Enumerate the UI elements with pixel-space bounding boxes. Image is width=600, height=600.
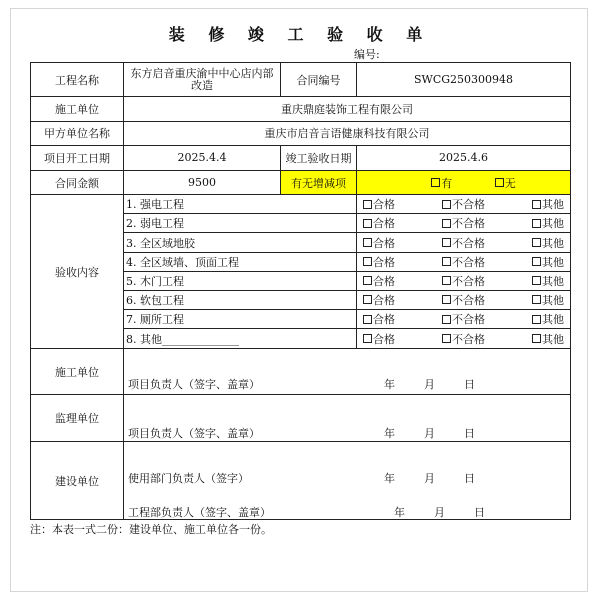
month-label: 月	[424, 378, 435, 392]
construction-person-label: 项目负责人（签字、盖章）	[128, 378, 260, 392]
other-checkbox[interactable]	[532, 334, 541, 343]
year-label: 年	[384, 426, 395, 440]
pass-checkbox[interactable]	[363, 257, 372, 266]
fail-label: 不合格	[452, 255, 485, 269]
fail-checkbox[interactable]	[442, 315, 451, 324]
construction-signature-area	[124, 349, 571, 394]
fail-checkbox[interactable]	[442, 238, 451, 247]
other-label: 其他	[542, 293, 564, 307]
acceptance-form-table	[30, 62, 571, 520]
pass-checkbox[interactable]	[363, 200, 372, 209]
pass-label: 合格	[373, 332, 395, 346]
pass-checkbox[interactable]	[363, 276, 372, 285]
start-date-label: 项目开工日期	[31, 145, 124, 170]
inspection-options	[357, 252, 571, 271]
project-name-value: 东方启音重庆渝中中心店内部改造	[124, 63, 281, 97]
other-label: 其他	[542, 313, 564, 327]
pass-label: 合格	[373, 255, 395, 269]
fail-checkbox[interactable]	[442, 219, 451, 228]
change-items-label: 有无增减项	[281, 170, 357, 194]
footnote: 注：本表一式二份：建设单位、施工单位各一份。	[30, 523, 272, 536]
pass-label: 合格	[373, 313, 395, 327]
fail-label: 不合格	[452, 274, 485, 288]
other-label: 其他	[542, 274, 564, 288]
checkbox-no[interactable]	[495, 178, 504, 187]
engineering-head-label: 工程部负责人（签字、盖章）	[128, 506, 271, 520]
pass-label: 合格	[373, 274, 395, 288]
inspection-options	[357, 271, 571, 290]
owner-signature-area	[124, 442, 571, 520]
other-checkbox[interactable]	[532, 295, 541, 304]
year-label: 年	[384, 378, 395, 392]
fail-label: 不合格	[452, 217, 485, 231]
month-label: 月	[424, 426, 435, 440]
fail-checkbox[interactable]	[442, 334, 451, 343]
contract-number-value: SWCG250300948	[357, 63, 571, 97]
supervision-unit-label: 监理单位	[31, 394, 124, 441]
month-label: 月	[434, 506, 445, 520]
inspection-item: 2. 弱电工程	[124, 214, 357, 233]
fail-label: 不合格	[452, 198, 485, 212]
fail-label: 不合格	[452, 313, 485, 327]
project-name-label: 工程名称	[31, 63, 124, 97]
page-title: 装 修 竣 工 验 收 单	[168, 25, 432, 44]
pass-checkbox[interactable]	[363, 295, 372, 304]
number-label: 编号:	[354, 48, 380, 61]
other-checkbox[interactable]	[532, 315, 541, 324]
fail-label: 不合格	[452, 293, 485, 307]
amount-value: 9500	[124, 170, 281, 194]
client-label: 甲方单位名称	[31, 121, 124, 145]
inspection-options	[357, 214, 571, 233]
year-label: 年	[384, 472, 395, 486]
other-checkbox[interactable]	[532, 200, 541, 209]
inspection-options	[357, 195, 571, 214]
pass-checkbox[interactable]	[363, 238, 372, 247]
day-label: 日	[464, 472, 475, 486]
inspection-options	[357, 329, 571, 349]
amount-label: 合同金额	[31, 170, 124, 194]
fail-label: 不合格	[452, 332, 485, 346]
pass-label: 合格	[373, 198, 395, 212]
other-checkbox[interactable]	[532, 276, 541, 285]
department-head-label: 使用部门负责人（签字）	[128, 472, 249, 486]
no-option-label: 无	[504, 176, 516, 190]
inspection-item: 5. 木门工程	[124, 271, 357, 290]
month-label: 月	[424, 472, 435, 486]
other-label: 其他	[542, 236, 564, 250]
supervision-person-label: 项目负责人（签字、盖章）	[128, 426, 260, 440]
day-label: 日	[474, 506, 485, 520]
pass-label: 合格	[373, 236, 395, 250]
fail-label: 不合格	[452, 236, 485, 250]
other-label: 其他	[542, 217, 564, 231]
owner-unit-label: 建设单位	[31, 442, 124, 520]
other-label: 其他	[542, 332, 564, 346]
client-value: 重庆市启音言语健康科技有限公司	[124, 121, 571, 145]
contract-number-label: 合同编号	[281, 63, 357, 97]
pass-checkbox[interactable]	[363, 334, 372, 343]
fail-checkbox[interactable]	[442, 257, 451, 266]
pass-checkbox[interactable]	[363, 219, 372, 228]
inspection-item: 1. 强电工程	[124, 195, 357, 214]
inspection-options	[357, 290, 571, 309]
inspection-item: 6. 软包工程	[124, 290, 357, 309]
fail-checkbox[interactable]	[442, 295, 451, 304]
pass-label: 合格	[373, 217, 395, 231]
inspection-options	[357, 233, 571, 252]
yes-option-label: 有	[441, 176, 453, 190]
other-checkbox[interactable]	[532, 219, 541, 228]
inspection-item: 7. 厕所工程	[124, 310, 357, 329]
construction-unit-label: 施工单位	[31, 349, 124, 394]
acceptance-date-label: 竣工验收日期	[281, 145, 357, 170]
inspection-options	[357, 310, 571, 329]
contractor-value: 重庆鼎庭装饰工程有限公司	[124, 97, 571, 121]
inspection-item: 3. 全区域地胶	[124, 233, 357, 252]
day-label: 日	[464, 426, 475, 440]
change-items-options	[357, 170, 571, 194]
fail-checkbox[interactable]	[442, 276, 451, 285]
other-checkbox[interactable]	[532, 238, 541, 247]
contractor-label: 施工单位	[31, 97, 124, 121]
inspection-label: 验收内容	[31, 195, 124, 349]
pass-checkbox[interactable]	[363, 315, 372, 324]
start-date-value: 2025.4.4	[124, 145, 281, 170]
other-checkbox[interactable]	[532, 257, 541, 266]
inspection-item: 4. 全区域墙、顶面工程	[124, 252, 357, 271]
supervision-signature-area	[124, 394, 571, 441]
acceptance-date-value: 2025.4.6	[357, 145, 571, 170]
other-label: 其他	[542, 198, 564, 212]
other-label: 其他	[542, 255, 564, 269]
fail-checkbox[interactable]	[442, 200, 451, 209]
day-label: 日	[464, 378, 475, 392]
inspection-item: 8. 其他______________	[124, 329, 357, 349]
year-label: 年	[394, 506, 405, 520]
pass-label: 合格	[373, 293, 395, 307]
checkbox-yes[interactable]	[431, 178, 440, 187]
